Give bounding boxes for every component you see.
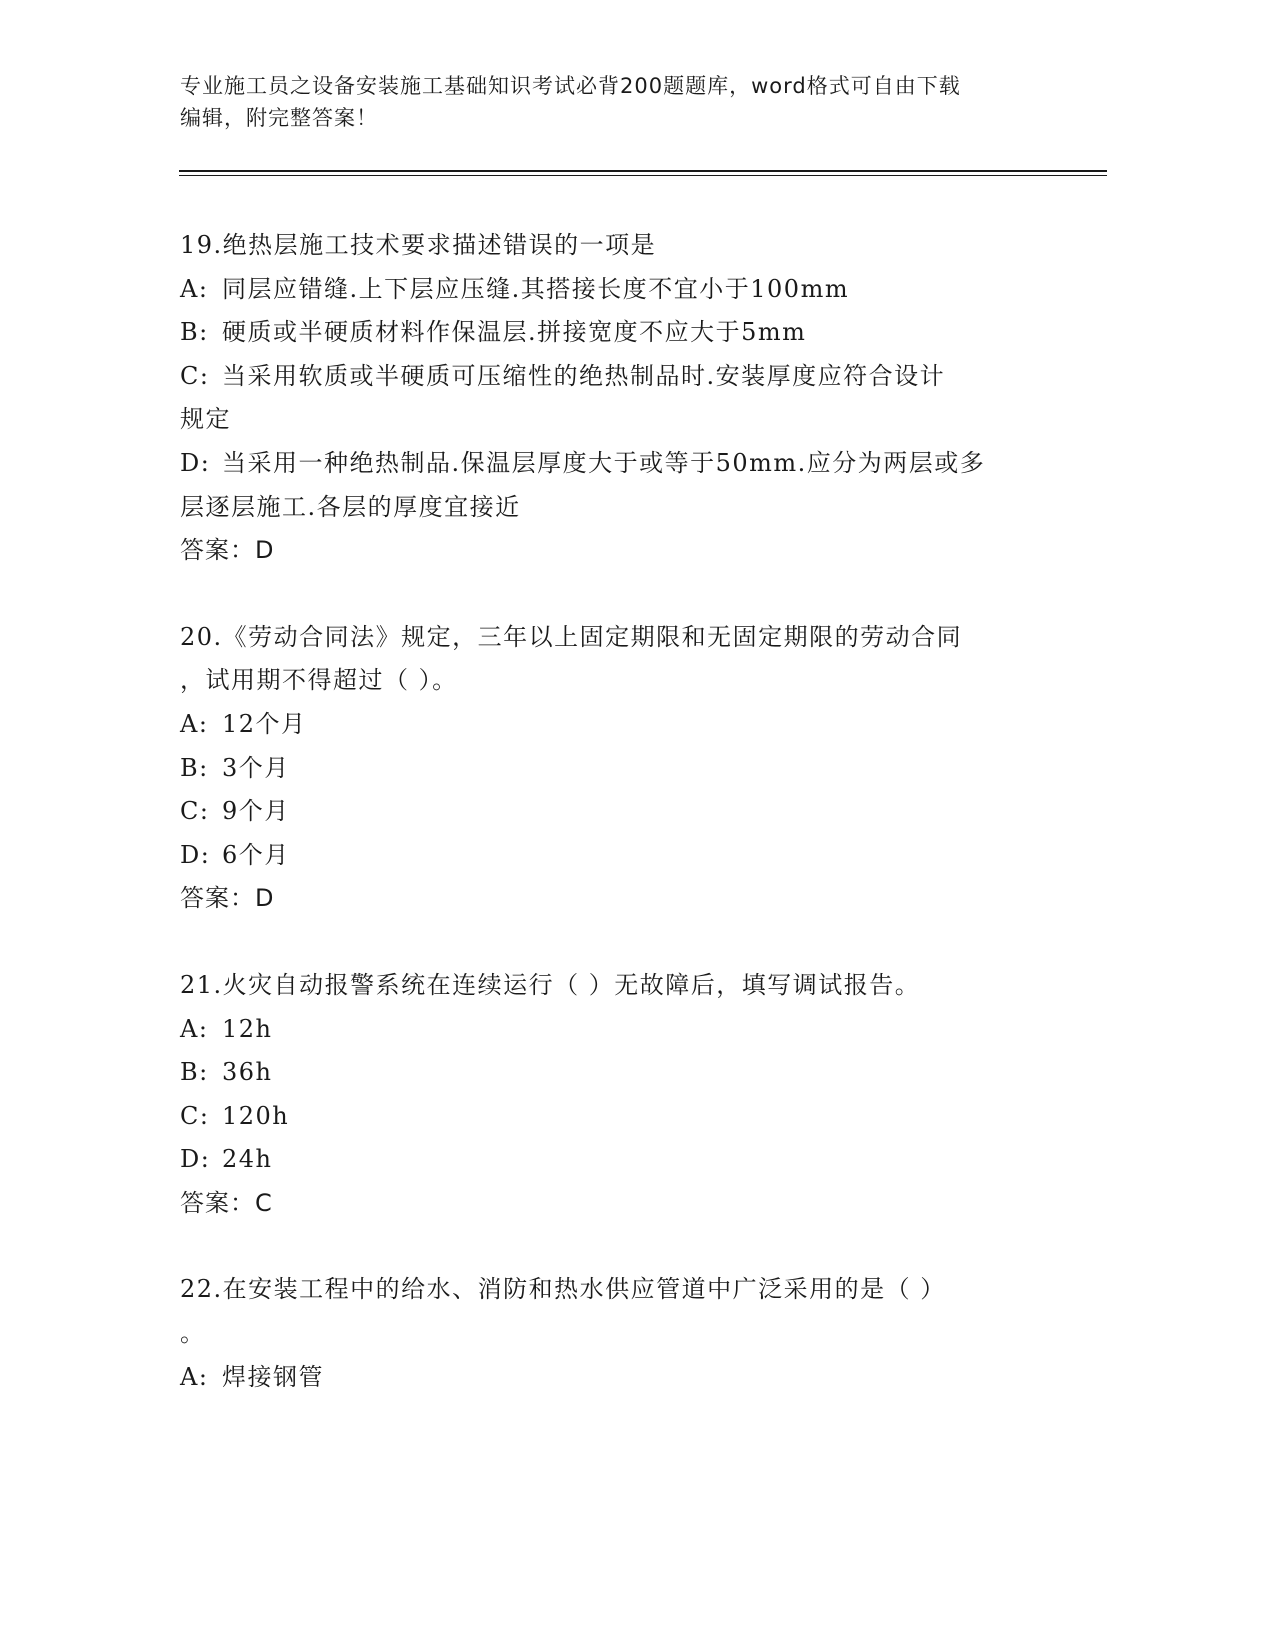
option-line bbox=[180, 747, 1050, 791]
option-line bbox=[180, 834, 1050, 878]
option-text: 120h bbox=[222, 1101, 290, 1130]
option-label: B: bbox=[180, 753, 209, 782]
option-label: A: bbox=[180, 274, 209, 303]
question-block bbox=[180, 224, 1050, 573]
option-text: 焊接钢管 bbox=[222, 1362, 324, 1391]
question-list bbox=[180, 224, 1050, 1442]
option-text: 3个月 bbox=[222, 753, 290, 782]
option-label: B: bbox=[180, 1058, 209, 1087]
option-line bbox=[180, 268, 1050, 312]
option-line bbox=[180, 355, 1050, 399]
option-line bbox=[180, 311, 1050, 355]
option-label: A: bbox=[180, 709, 209, 738]
header-divider-thin bbox=[179, 175, 1107, 176]
question-stem-line: 20.《劳动合同法》规定，三年以上固定期限和无固定期限的劳动合同 bbox=[180, 622, 963, 651]
option-text: 规定 bbox=[180, 405, 231, 434]
option-text: 硬质或半硬质材料作保温层.拼接宽度不应大于5mm bbox=[222, 318, 807, 347]
option-line bbox=[180, 1051, 1050, 1095]
option-text: 6个月 bbox=[222, 840, 290, 869]
option-text: 9个月 bbox=[222, 797, 290, 826]
question-block bbox=[180, 1268, 1050, 1399]
option-label: D: bbox=[180, 840, 211, 869]
option-text: 36h bbox=[222, 1058, 273, 1087]
option-text: 12个月 bbox=[222, 709, 307, 738]
question-block bbox=[180, 616, 1050, 921]
option-text: 层逐层施工.各层的厚度宜接近 bbox=[180, 492, 521, 521]
question-stem-line: 。 bbox=[180, 1319, 206, 1348]
question-stem-line: ，试用期不得超过（ ）。 bbox=[180, 666, 458, 695]
header-line-2: 编辑，附完整答案！ bbox=[180, 106, 378, 130]
question-stem-line: 19.绝热层施工技术要求描述错误的一项是 bbox=[180, 231, 657, 259]
option-line bbox=[180, 486, 1050, 530]
answer-line: 答案：D bbox=[180, 536, 275, 565]
header-divider-thick bbox=[179, 170, 1107, 172]
option-line bbox=[180, 398, 1050, 442]
option-line bbox=[180, 1008, 1050, 1052]
option-label: A: bbox=[180, 1362, 209, 1391]
option-line bbox=[180, 1356, 1050, 1400]
option-label: A: bbox=[180, 1014, 209, 1043]
option-label: C: bbox=[180, 361, 210, 390]
question-block bbox=[180, 964, 1050, 1226]
document-header bbox=[180, 70, 1060, 134]
question-stem-line: 21.火灾自动报警系统在连续运行（ ）无故障后，填写调试报告。 bbox=[180, 970, 921, 999]
option-line bbox=[180, 442, 1050, 486]
option-label: D: bbox=[180, 1145, 211, 1174]
option-label: B: bbox=[180, 318, 209, 347]
option-label: C: bbox=[180, 1101, 210, 1130]
option-line bbox=[180, 1138, 1050, 1182]
option-line bbox=[180, 790, 1050, 834]
option-label: D: bbox=[180, 448, 211, 477]
question-stem-line: 22.在安装工程中的给水、消防和热水供应管道中广泛采用的是（ ） bbox=[180, 1275, 946, 1304]
option-text: 12h bbox=[222, 1014, 273, 1043]
option-line bbox=[180, 1095, 1050, 1139]
option-text: 当采用软质或半硬质可压缩性的绝热制品时.安装厚度应符合设计 bbox=[222, 361, 946, 390]
option-text: 24h bbox=[222, 1145, 273, 1174]
option-text: 当采用一种绝热制品.保温层厚度大于或等于50mm.应分为两层或多 bbox=[222, 448, 986, 477]
header-line-1: 专业施工员之设备安装施工基础知识考试必背200题题库，word格式可自由下载 bbox=[180, 74, 961, 98]
option-line bbox=[180, 703, 1050, 747]
answer-line: 答案：C bbox=[180, 1188, 273, 1217]
option-text: 同层应错缝.上下层应压缝.其搭接长度不宜小于100mm bbox=[222, 274, 850, 303]
option-label: C: bbox=[180, 797, 210, 826]
answer-line: 答案：D bbox=[180, 884, 275, 913]
